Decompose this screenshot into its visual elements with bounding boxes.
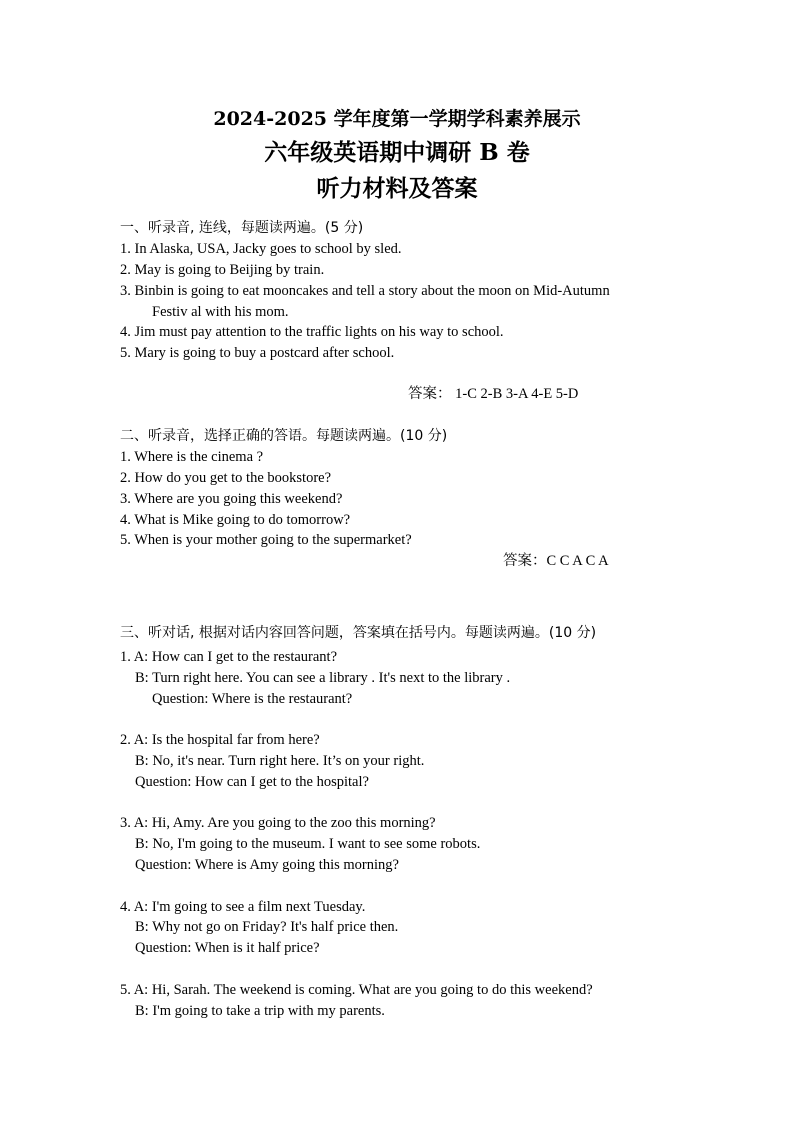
document-title-exam: 六年级英语期中调研 B 卷 bbox=[264, 139, 530, 166]
dialog-1-line-a: 1. A: How can I get to the restaurant? bbox=[120, 649, 338, 665]
dialog-1-question: Question: Where is the restaurant? bbox=[152, 691, 353, 707]
document-title-year: 2024-2025 学年度第一学期学科素养展示 bbox=[213, 108, 581, 130]
section2-item-4: 4. What is Mike going to do tomorrow? bbox=[120, 512, 351, 528]
section1-item-2: 2. May is going to Beijing by train. bbox=[120, 262, 325, 278]
section1-item-4: 4. Jim must pay attention to the traffic lights on his way to school. bbox=[120, 324, 504, 340]
dialog-3-question: Question: Where is Amy going this morning? bbox=[135, 857, 399, 873]
document-title-subtitle: 听力材料及答案 bbox=[316, 175, 478, 202]
dialog-5-line-b: B: I'm going to take a trip with my parents. bbox=[135, 1003, 385, 1019]
section3-heading: 三、听对话, 根据对话内容回答问题，答案填在括号内。每题读两遍。(10 分) bbox=[120, 625, 597, 641]
section2-heading: 二、听录音，选择正确的答语。每题读两遍。(10 分) bbox=[120, 428, 448, 444]
dialog-2-line-a: 2. A: Is the hospital far from here? bbox=[120, 732, 320, 748]
dialog-1-line-b: B: Turn right here. You can see a library . It's next to the library . bbox=[135, 670, 511, 686]
section1-answer: 答案： 1-C 2-B 3-A 4-E 5-D bbox=[408, 386, 579, 402]
dialog-2-question: Question: How can I get to the hospital? bbox=[135, 774, 369, 790]
dialog-3-line-a: 3. A: Hi, Amy. Are you going to the zoo this morning? bbox=[120, 815, 436, 831]
dialog-5-line-a: 5. A: Hi, Sarah. The weekend is coming. What are you going to do this weekend? bbox=[120, 982, 593, 998]
section1-item-3-continued: Festiv al with his mom. bbox=[152, 304, 289, 320]
dialog-4-line-b: B: Why not go on Friday? It's half price then. bbox=[135, 919, 399, 935]
section1-item-5: 5. Mary is going to buy a postcard after school. bbox=[120, 345, 395, 361]
section2-item-3: 3. Where are you going this weekend? bbox=[120, 491, 343, 507]
section2-item-1: 1. Where is the cinema ? bbox=[120, 449, 264, 465]
section1-heading: 一、听录音, 连线，每题读两遍。(5 分) bbox=[120, 220, 364, 236]
section1-item-3: 3. Binbin is going to eat mooncakes and tell a story about the moon on Mid-Autumn bbox=[120, 283, 610, 299]
section2-item-5: 5. When is your mother going to the supermarket? bbox=[120, 532, 412, 548]
dialog-4-line-a: 4. A: I'm going to see a film next Tuesday. bbox=[120, 899, 366, 915]
dialog-2-line-b: B: No, it's near. Turn right here. It’s on your right. bbox=[135, 753, 425, 769]
section1-item-1: 1. In Alaska, USA, Jacky goes to school by sled. bbox=[120, 241, 402, 257]
dialog-4-question: Question: When is it half price? bbox=[135, 940, 320, 956]
section2-answer: 答案：C C A C A bbox=[503, 553, 609, 569]
dialog-3-line-b: B: No, I'm going to the museum. I want to see some robots. bbox=[135, 836, 481, 852]
section2-item-2: 2. How do you get to the bookstore? bbox=[120, 470, 332, 486]
